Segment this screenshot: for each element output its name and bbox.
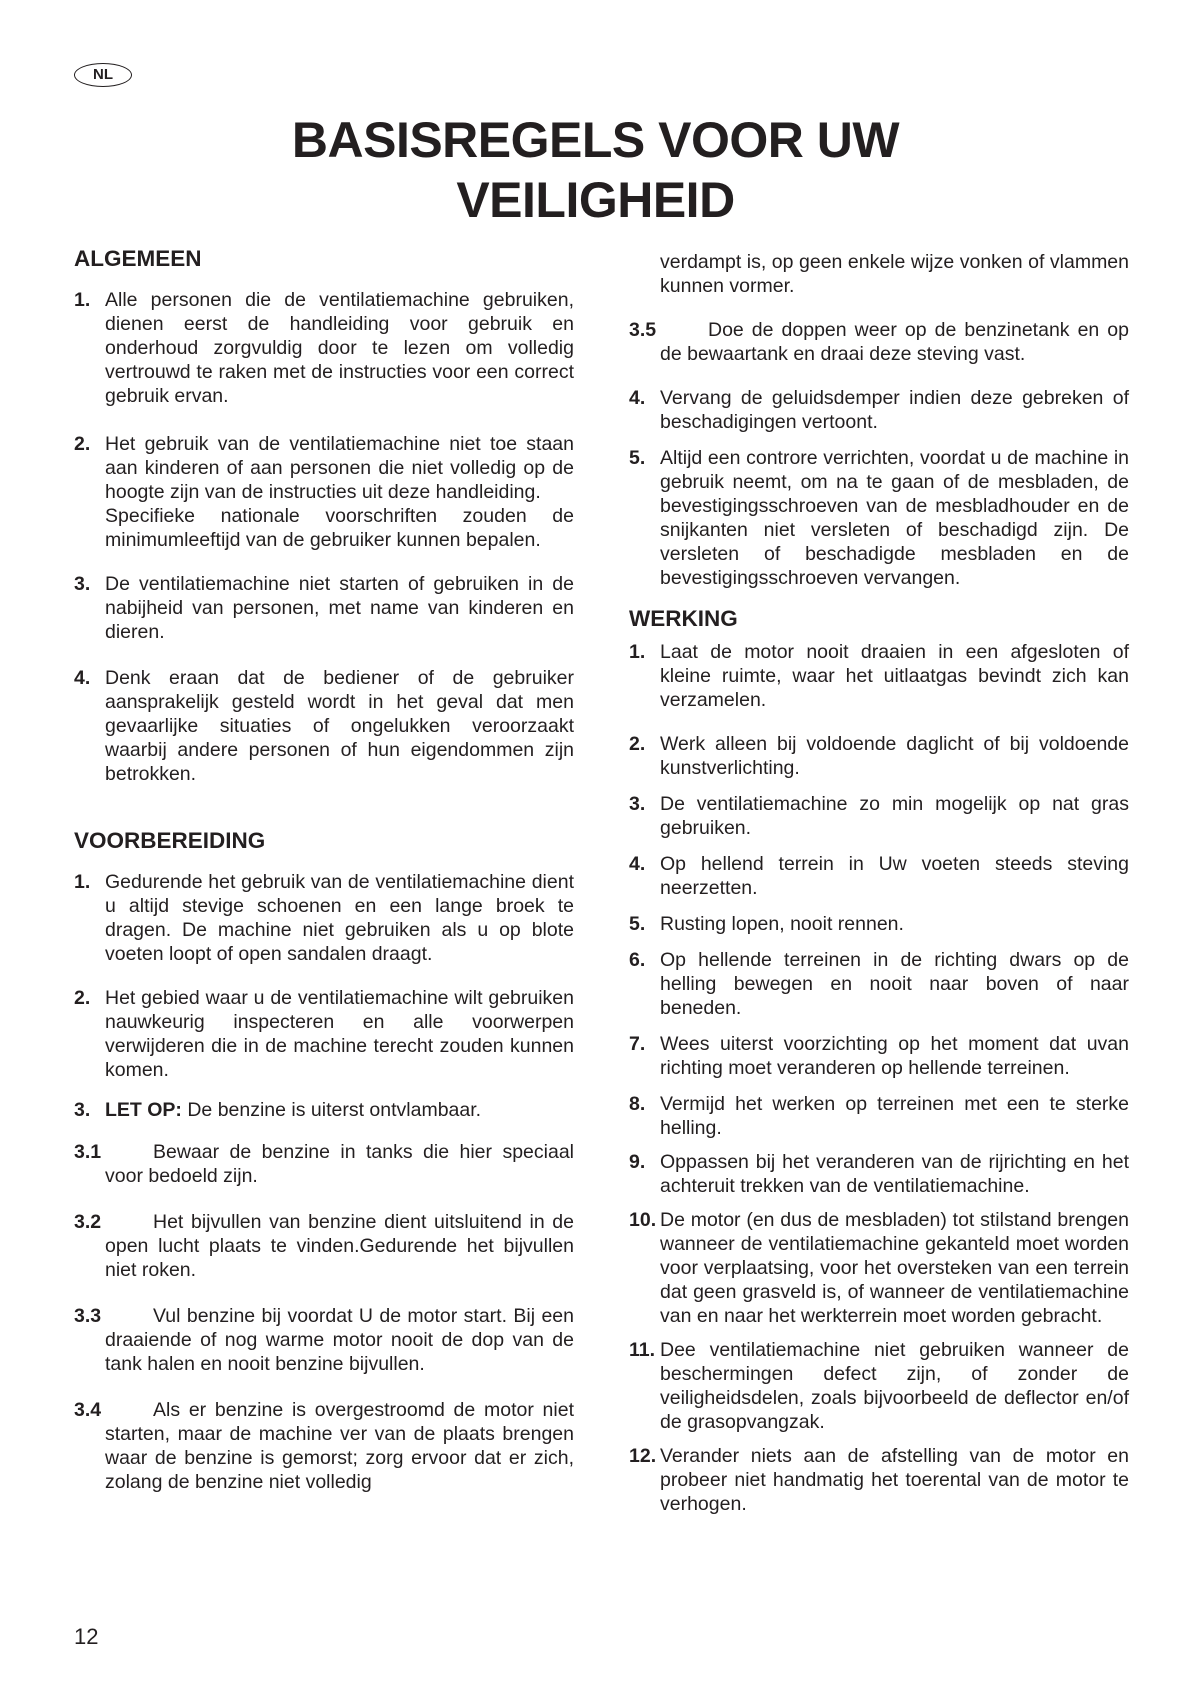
item-number: 5. [629,447,646,469]
item-number: 2. [74,433,91,455]
item-text: Verander niets aan de afstelling van de motor en probeer niet handmatig het toerental van de motor te verhogen. [660,1445,1129,1515]
item-text: Rusting lopen, nooit rennen. [660,913,904,935]
list-item [74,1098,574,1122]
item-text-continued: Specifieke nationale voorschriften zouden de minimumleeftijd van de gebruiker kunnen bepalen. [105,505,574,551]
item-text: Het bijvullen van benzine dient uitsluitend in de open lucht plaats te vinden.Gedurende het bijvullen niet roken. [105,1211,574,1281]
item-number: 4. [629,387,646,409]
list-item [629,446,1129,590]
item-number: 2. [74,987,91,1009]
list-item-continued [629,250,1129,298]
list-item [74,1210,574,1282]
item-text: De ventilatiemachine niet starten of gebruiken in de nabijheid van personen, met name van kinderen en dieren. [105,573,574,643]
item-number: 1. [74,289,91,311]
page-number: 12 [74,1624,99,1649]
item-number: 3. [74,1099,91,1121]
item-number: 12. [629,1445,657,1467]
page-title-line2: VEILIGHEID [456,172,735,228]
list-item [629,640,1129,712]
item-text: Vul benzine bij voordat U de motor start. Bij een draaiende of nog warme motor nooit de dop van de tank halen en nooit benzine bijvullen. [105,1305,574,1375]
item-number: 4. [629,853,646,875]
item-text: Gedurende het gebruik van de ventilatiemachine dient u altijd stevige schoenen en een lange broek te dragen. De machine niet gebruiken als u op blote voeten loopt of open sandalen draagt. [105,871,574,965]
section-heading-voorbereiding: VOORBEREIDING [74,828,266,853]
item-number: 4. [74,667,91,689]
item-text: Oppassen bij het veranderen van de rijrichting en het achteruit trekken van de ventilatiemachine. [660,1151,1129,1197]
list-item [74,572,574,644]
list-item [74,1304,574,1376]
item-text: Vermijd het werken op terreinen met een te sterke helling. [660,1093,1129,1139]
list-item [629,912,1129,936]
list-item [629,1338,1129,1434]
item-number: 11. [629,1339,656,1361]
item-text: Denk eraan dat de bediener of de gebruiker aansprakelijk gesteld wordt in het geval dat men gevaarlijke situaties of ongelukken veroorzaakt waarbij andere personen of hun eigendommen zijn betrokken. [105,667,574,785]
page-title [0,110,1191,230]
item-text: Altijd een controre verrichten, voordat u de machine in gebruik neemt, om na te gaan of de mesbladen, de bevestigingsschroeven van de mesbladhouder en de snijkanten niet versleten of beschadigd zijn. De versleten of beschadigde mesbladen en de bevestigingsschroeven vervangen. [660,447,1129,589]
list-item [74,1140,574,1188]
left-column [74,244,574,1494]
item-text: Op hellend terrein in Uw voeten steeds steving neerzetten. [660,853,1129,899]
list-item [629,1032,1129,1080]
item-text: Laat de motor nooit draaien in een afgesloten of kleine ruimte, waar het uitlaatgas bevindt zich kan verzamelen. [660,641,1129,711]
item-number: 3.1 [74,1141,102,1163]
item-text: Het gebied waar u de ventilatiemachine wilt gebruiken nauwkeurig inspecteren en alle voorwerpen verwijderen die in de machine terecht zouden kunnen komen. [105,987,574,1081]
list-item [629,1444,1129,1516]
list-item [74,288,574,408]
warning-text: De benzine is uiterst ontvlambaar. [187,1099,482,1121]
item-text: Bewaar de benzine in tanks die hier speciaal voor bedoeld zijn. [105,1141,574,1187]
item-text: Dee ventilatiemachine niet gebruiken wanneer de beschermingen defect zijn, of zonder de veiligheidsdelen, zoals bijvoorbeeld de deflector en/of de grasopvangzak. [660,1339,1129,1433]
list-item [74,432,574,552]
section-heading-werking: WERKING [629,606,738,631]
list-item [74,986,574,1082]
list-item [74,870,574,966]
item-number: 1. [74,871,91,893]
item-text [105,1098,574,1122]
list-item [629,948,1129,1020]
warning-label: LET OP: [105,1099,182,1121]
list-item [629,732,1129,780]
item-text: Doe de doppen weer op de benzinetank en op de bewaartank en draai deze steving vast. [660,319,1129,365]
item-text: Wees uiterst voorzichting op het moment dat uvan richting moet veranderen op hellende terreinen. [660,1033,1129,1079]
item-text: Vervang de geluidsdemper indien deze gebreken of beschadigingen vertoont. [660,387,1129,433]
item-text: De ventilatiemachine zo min mogelijk op nat gras gebruiken. [660,793,1129,839]
page-title-line1: BASISREGELS VOOR UW [291,112,900,168]
item-number: 3.5 [629,319,657,341]
item-number: 3. [74,573,91,595]
item-number: 3.3 [74,1305,102,1327]
item-number: 3. [629,793,646,815]
item-number: 9. [629,1151,646,1173]
right-column [629,250,1129,1516]
list-item [74,1398,574,1494]
list-item [629,852,1129,900]
item-number: 1. [629,641,646,663]
item-text: De motor (en dus de mesbladen) tot stilstand brengen wanneer de ventilatiemachine gekanteld moet worden voor verplaatsing, voor het oversteken van een terrein dat geen grasveld is, of wanneer de ventilatiemachine van en naar het werkterrein moet worden gebracht. [660,1209,1129,1327]
item-text: verdampt is, op geen enkele wijze vonken of vlammen kunnen vormer. [660,251,1129,297]
list-item [629,386,1129,434]
item-number: 5. [629,913,646,935]
list-item [74,666,574,786]
item-number: 7. [629,1033,646,1055]
item-number: 2. [629,733,646,755]
item-text: Alle personen die de ventilatiemachine gebruiken, dienen eerst de handleiding voor gebruik en onderhoud zorgvuldig door te lezen om volledig vertrouwd te raken met de instructies voor een correct gebruik ervan. [105,289,574,407]
item-number: 10. [629,1209,657,1231]
item-number: 6. [629,949,646,971]
item-text: Het gebruik van de ventilatiemachine niet toe staan aan kinderen of aan personen die niet volledig op de hoogte zijn van de instructies uit deze handleiding. [105,433,574,503]
list-item [629,1150,1129,1198]
item-number: 8. [629,1093,646,1115]
list-item [629,1208,1129,1328]
item-text: Werk alleen bij voldoende daglicht of bij voldoende kunstverlichting. [660,733,1129,779]
section-heading-algemeen: ALGEMEEN [74,246,202,271]
item-text: Als er benzine is overgestroomd de motor niet starten, maar de machine ver van de plaats brengen waar de benzine is gemorst; zorg ervoor dat er zich, zolang de benzine niet volledig [105,1399,574,1493]
list-item [629,1092,1129,1140]
item-number: 3.2 [74,1211,102,1233]
item-number: 3.4 [74,1399,102,1421]
item-text: Op hellende terreinen in de richting dwars op de helling bewegen en nooit naar boven of naar beneden. [660,949,1129,1019]
list-item [629,792,1129,840]
language-badge: NL [74,63,132,87]
list-item [629,318,1129,366]
